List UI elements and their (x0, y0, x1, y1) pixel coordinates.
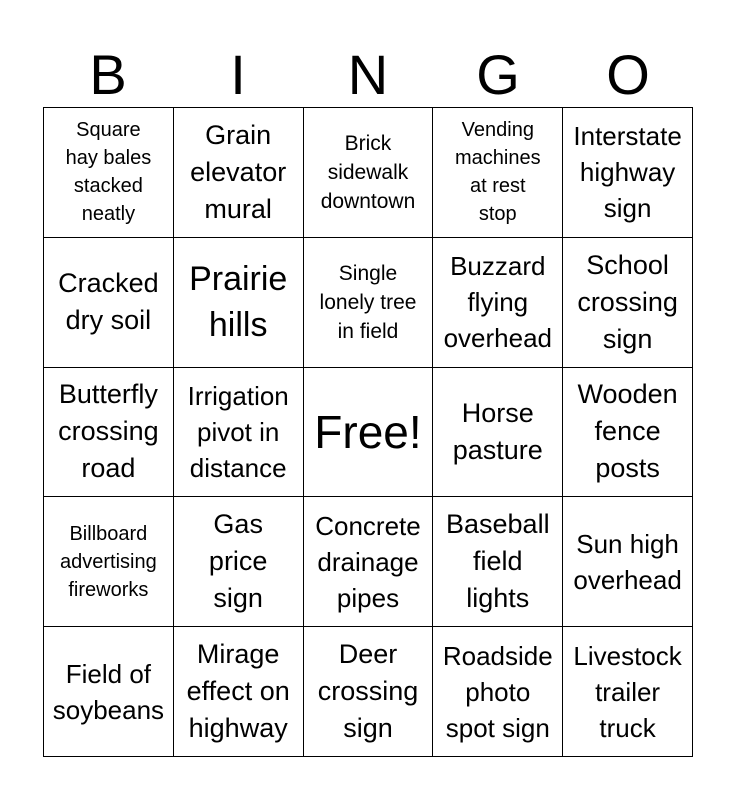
bingo-cell-label: Grain elevator mural (190, 119, 287, 224)
bingo-cell-label: Irrigation pivot in distance (187, 380, 289, 483)
bingo-cell-label: Prairie hills (189, 260, 288, 345)
free-space-cell[interactable] (304, 368, 434, 498)
header-letter-i: I (230, 43, 246, 106)
bingo-cell[interactable] (44, 108, 174, 238)
bingo-cell-label: Cracked dry soil (58, 268, 159, 336)
bingo-grid (43, 107, 693, 757)
bingo-cell-label: Gas price sign (208, 509, 268, 614)
bingo-cell[interactable] (174, 238, 304, 368)
bingo-cell[interactable] (304, 238, 434, 368)
bingo-cell[interactable] (44, 368, 174, 498)
bingo-cell[interactable] (433, 368, 563, 498)
bingo-cell[interactable] (44, 238, 174, 368)
bingo-cell-label: Butterfly crossing road (58, 379, 159, 484)
bingo-cell[interactable] (44, 627, 174, 757)
bingo-cell-label: Vending machines at rest stop (454, 119, 541, 226)
bingo-cell-label: Roadside photo spot sign (442, 640, 553, 743)
bingo-cell[interactable] (174, 108, 304, 238)
header-letter-o: O (606, 43, 650, 106)
header-letter-n: N (347, 43, 389, 106)
bingo-cell[interactable] (563, 108, 693, 238)
bingo-cell-label: Wooden fence posts (577, 379, 678, 484)
bingo-cell[interactable] (44, 497, 174, 627)
bingo-cell-label: Billboard advertising fireworks (60, 522, 157, 601)
bingo-cell[interactable] (304, 497, 434, 627)
bingo-cell[interactable] (563, 368, 693, 498)
bingo-cell[interactable] (433, 108, 563, 238)
bingo-cell-label: Horse pasture (452, 397, 543, 465)
bingo-cell-label: Interstate highway sign (573, 121, 682, 224)
header-letter-b: B (89, 43, 127, 106)
bingo-cell-label: Mirage effect on highway (186, 639, 290, 744)
bingo-cell-label: Single lonely tree in field (319, 261, 417, 343)
bingo-cell-label: Sun high overhead (573, 528, 682, 595)
bingo-cell[interactable] (304, 108, 434, 238)
bingo-cell[interactable] (174, 368, 304, 498)
bingo-cell[interactable] (174, 627, 304, 757)
bingo-cell[interactable] (563, 238, 693, 368)
bingo-cell[interactable] (563, 627, 693, 757)
bingo-cell[interactable] (433, 497, 563, 627)
header-letter-g: G (476, 43, 520, 106)
bingo-cell[interactable] (433, 627, 563, 757)
bingo-cell-label: Buzzard flying overhead (443, 251, 552, 354)
bingo-cell[interactable] (563, 497, 693, 627)
bingo-cell[interactable] (304, 627, 434, 757)
bingo-cell-label: Field of soybeans (52, 658, 165, 725)
bingo-cell-label: Livestock trailer truck (573, 640, 682, 743)
bingo-cell-label: Square hay bales stacked neatly (65, 119, 152, 226)
bingo-cell-label: Free! (314, 405, 422, 458)
bingo-cell[interactable] (174, 497, 304, 627)
bingo-header (43, 44, 693, 106)
bingo-cell[interactable] (433, 238, 563, 368)
bingo-cell-label: Baseball field lights (446, 509, 550, 614)
bingo-cell-label: Deer crossing sign (317, 639, 419, 744)
bingo-cell-label: Brick sidewalk downtown (320, 131, 416, 213)
bingo-cell-label: School crossing sign (577, 249, 678, 354)
bingo-cell-label: Concrete drainage pipes (315, 510, 421, 613)
